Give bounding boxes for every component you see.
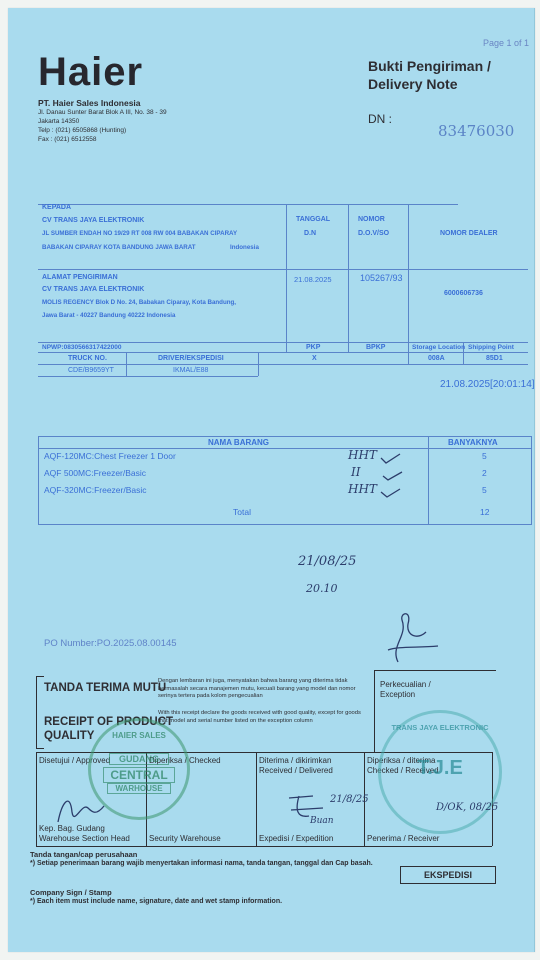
expedition-sig-name: Buan	[310, 816, 334, 826]
print-datetime: 21.08.2025[20:01:14]	[440, 379, 535, 390]
shipping-point-value: 85D1	[486, 355, 503, 362]
alamat-label: ALAMAT PENGIRIMAN	[42, 274, 118, 281]
header-tanggal: TANGGAL	[296, 216, 331, 223]
value-nomor-dealer: 6000606736	[444, 290, 483, 297]
driver-label: DRIVER/EKSPEDISI	[158, 355, 224, 362]
gudang-stamp: HAIER SALES GUDANG CENTRAL WARHOUSE	[88, 718, 190, 820]
pkp-label: PKP	[306, 344, 321, 351]
receipt-title-2: QUALITY	[44, 730, 95, 742]
sig-kep-bag: Kep. Bag. Gudang	[39, 824, 105, 833]
sig-penerima: Penerima / Receiver	[367, 834, 440, 843]
sig-diperiksa-diterima: Diperiksa / diterima	[367, 756, 436, 765]
value-nomor: 105267/93	[360, 273, 403, 283]
alamat-line-1: MOLIS REGENCY Blok D No. 24, Babakan Ciparay, Kota Bandung,	[42, 299, 237, 306]
value-tanggal: 21.08.2025	[294, 275, 332, 284]
footer-company-sign: Company Sign / Stamp	[30, 888, 112, 897]
driver-signature	[378, 606, 448, 666]
item-2-name: AQF 500MC:Freezer/Basic	[44, 468, 147, 478]
header-nomor-dealer: NOMOR DEALER	[440, 230, 498, 237]
ekspedisi-box: EKSPEDISI	[400, 866, 496, 884]
handwritten-time: 20.10	[306, 582, 338, 595]
company-address-2: Jakarta 14350	[38, 118, 80, 125]
sig-expedisi: Expedisi / Expedition	[259, 834, 334, 843]
delivery-note-paper	[8, 8, 535, 952]
sig-diperiksa: Diperiksa / Checked	[149, 756, 221, 765]
item-1-qty: 5	[482, 451, 487, 461]
sig-diterima: Diterima / dikirimkan	[259, 756, 332, 765]
item-3-qty: 5	[482, 485, 487, 495]
recipient-address-1: JL SUMBER ENDAH NO 19/29 RT 008 RW 004 BABAKAN CIPARAY	[42, 230, 238, 237]
sig-disetujui: Disetujui / Approved	[39, 756, 111, 765]
footer-tanda-tangan: Tanda tangan/cap perusahaan	[30, 850, 138, 859]
truck-no-label: TRUCK NO.	[68, 355, 107, 362]
recipient-address-2: BABAKAN CIPARAY KOTA BANDUNG JAWA BARAT	[42, 244, 196, 251]
sig-received: Received / Delivered	[259, 766, 333, 775]
expedition-sig-date: 21/8/25	[330, 794, 369, 805]
warehouse-signature	[52, 782, 142, 832]
tally-mark-1: HHT	[348, 448, 377, 462]
sig-warehouse-head: Warehouse Section Head	[39, 834, 130, 843]
tanda-terima-title: TANDA TERIMA MUTU	[44, 682, 167, 694]
sig-security: Security Warehouse	[149, 834, 221, 843]
item-2-qty: 2	[482, 468, 487, 478]
company-phone: Telp : (021) 6505868 (Hunting)	[38, 127, 127, 134]
receipt-title-1: RECEIPT OF PRODUCT	[44, 716, 174, 728]
recipient-name: CV TRANS JAYA ELEKTRONIK	[42, 217, 145, 224]
dn-number: 83476030	[438, 122, 515, 140]
doc-title-2: Delivery Note	[368, 76, 458, 92]
items-header-qty: BANYAKNYA	[448, 438, 498, 447]
tally-mark-2: II	[351, 465, 361, 479]
page-number: Page 1 of 1	[483, 38, 530, 48]
pkp-value: X	[312, 355, 317, 362]
receiver-stamp: TRANS JAYA ELEKTRONIC T.J.E	[378, 710, 502, 834]
recipient-country: Indonesia	[230, 244, 259, 251]
sig-checked-received: Checked / Received	[367, 766, 439, 775]
company-name: PT. Haier Sales Indonesia	[38, 98, 141, 108]
header-nomor: NOMOR	[358, 216, 385, 223]
item-3-name: AQF-320MC:Freezer/Basic	[44, 485, 147, 495]
doc-title-1: Bukti Pengiriman /	[368, 58, 491, 74]
items-header-name: NAMA BARANG	[208, 438, 270, 447]
alamat-name: CV TRANS JAYA ELEKTRONIK	[42, 286, 145, 293]
total-label: Total	[233, 507, 251, 517]
haier-logo: Haier	[38, 50, 144, 94]
receipt-text: With this receipt declare the goods received with good quality, except for goods that model and serial number listed on the exception column	[158, 710, 361, 724]
shipping-point-label: Shipping Point	[468, 344, 514, 351]
company-fax: Fax : (021) 6512558	[38, 136, 97, 143]
truck-no-value: CDE/B9659YT	[68, 367, 114, 374]
subheader-do-vso: D.O.V/SO	[358, 230, 390, 237]
exception-label: Exception	[380, 690, 416, 699]
npwp: NPWP:0830566317422000	[42, 344, 122, 351]
kepada-label: KEPADA	[42, 204, 72, 211]
tally-mark-3: HHT	[348, 482, 377, 496]
receiver-note: D/OK, 08/25	[436, 802, 499, 813]
po-number: PO Number:PO.2025.08.00145	[44, 638, 177, 649]
alamat-line-2: Jawa Barat - 40227 Bandung 40222 Indonesia	[42, 312, 176, 319]
check-marks-icon	[378, 452, 418, 500]
handwritten-date: 21/08/25	[298, 554, 357, 569]
company-address-1: Jl. Danau Sunter Barat Blok A III, No. 38 - 39	[38, 109, 167, 116]
footer-note-2: *) Each item must include name, signature, date and wet stamp information.	[30, 898, 283, 905]
dn-label: DN :	[368, 112, 392, 126]
footer-note-1: *) Setiap penerimaan barang wajib menyertakan informasi nama, tanda tangan, tanggal dan Cap basah.	[30, 860, 373, 867]
item-1-name: AQF-120MC:Chest Freezer 1 Door	[44, 451, 176, 461]
storage-location-value: 008A	[428, 355, 445, 362]
driver-value: IKMAL/E88	[173, 367, 209, 374]
tanda-terima-text: Dengan lembaran ini juga, menyatakan bahwa barang yang diterima tidak bermasalah secara manajemen mutu, kecuali barang yang model dan nomor serinya tertera pada kolom pengecualian	[158, 678, 356, 700]
subheader-dn: D.N	[304, 230, 317, 237]
storage-location-label: Storage Location	[412, 344, 466, 351]
perkecualian-label: Perkecualian /	[380, 680, 431, 689]
bpkp-label: BPKP	[366, 344, 386, 351]
total-value: 12	[480, 507, 490, 517]
